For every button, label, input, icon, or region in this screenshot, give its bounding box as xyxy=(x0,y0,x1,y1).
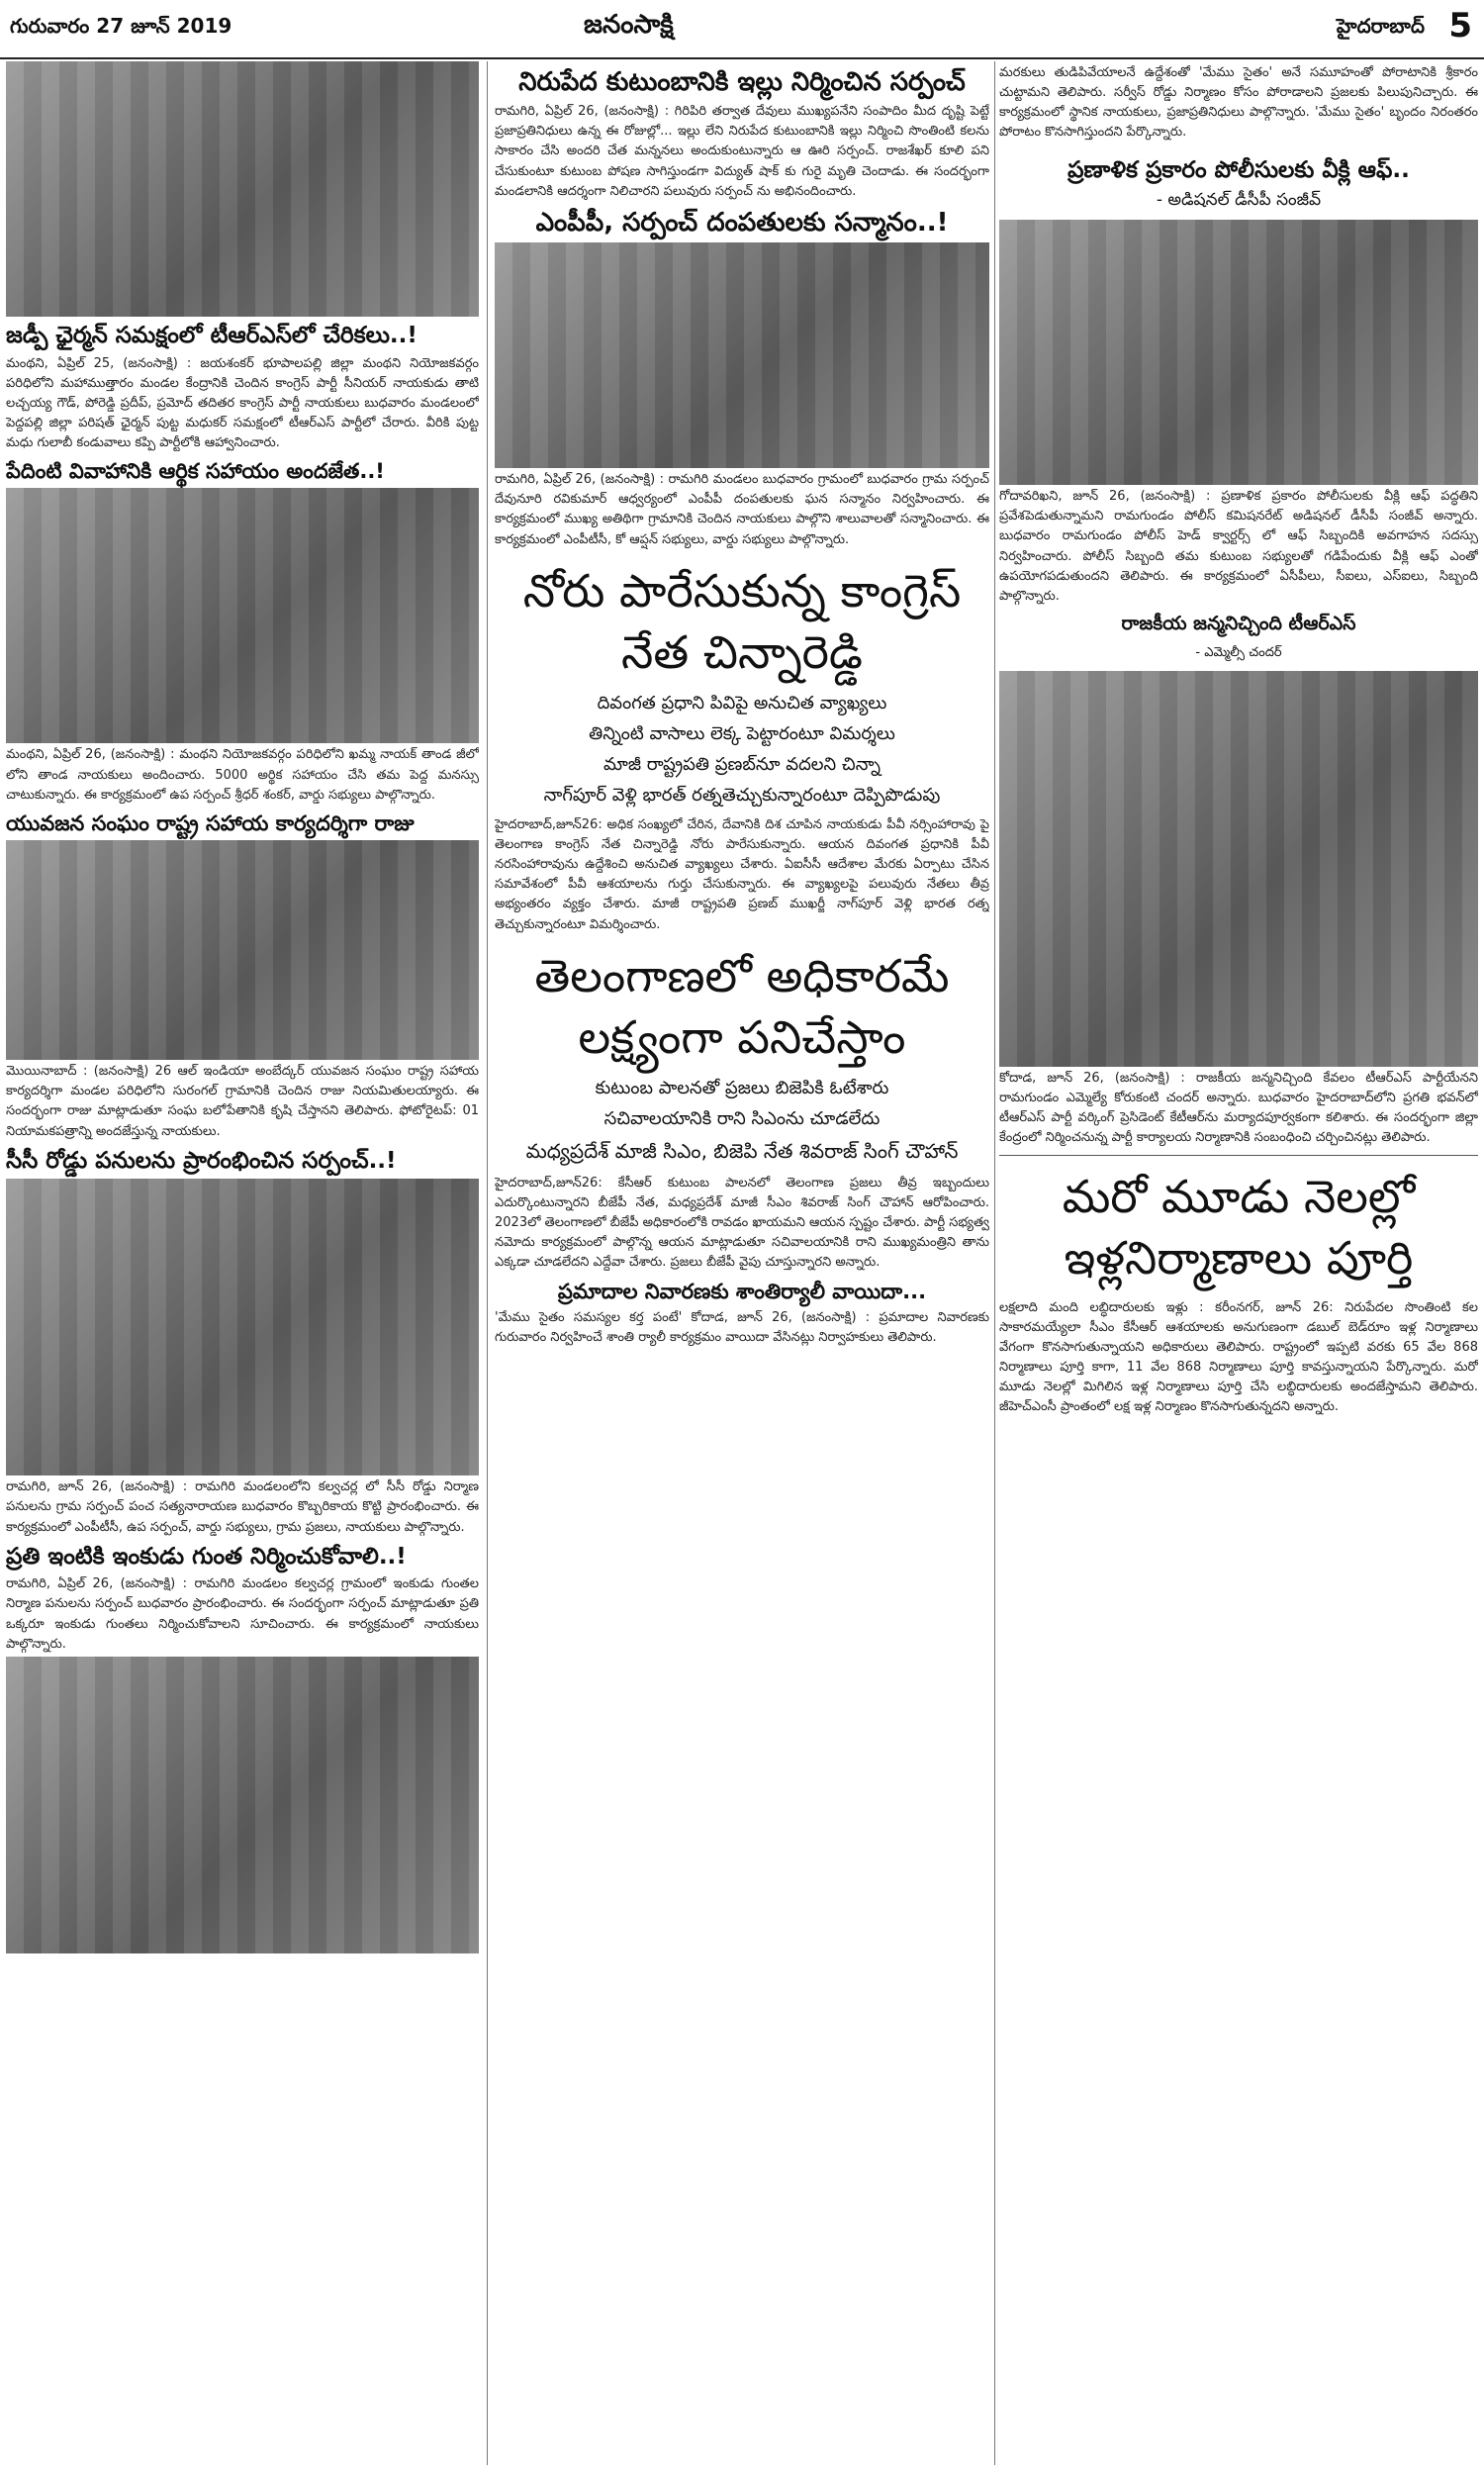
subhead: తిన్నింటి వాసాలు లెక్క పెట్టారంటూ విమర్శలు xyxy=(589,722,895,744)
article-body: గోదావరిఖని, జూన్ 26, (జనంసాక్షి) : ప్రణాళిక ప్రకారం పోలీసులకు వీక్లి ఆఫ్ పద్ధతిని ప్రవేశపెడుతున్నామని రామగుండం పోలీస్ కమిషనరేట్ అడిషనల్ డీసీపీ సంజీవ్ అన్నారు. బుధవారం రామగుండం పోలీస్ హెడ్ క్వార్టర్స్ లో ఆఫ్ సిబ్బందికి అవగాహన సదస్సు నిర్వహించారు. పోలీస్ సిబ్బంది తమ కుటుంబ సభ్యులతో గడిపేందుకు వీక్లి ఆఫ్ ఎంతో ఉపయోగపడుతుందని తెలిపారు. ఈ కార్యక్రమంలో ఏసీపీలు, సీఐలు, ఎస్ఐలు, సిబ్బంది పాల్గొన్నారు. xyxy=(999,489,1478,604)
masthead: జనంసాక్షి xyxy=(584,10,674,40)
article-body: హైదరాబాద్,జూన్26: అధిక సంఖ్యలో చేరిన, దేవానికి దిశ చూపిన నాయకుడు పీవీ నర్సింహారావు పై తెలంగాణ కాంగ్రెస్ నేత చిన్నారెడ్డి నోరు పారేసుకున్నారు. ఆయన దివంగత ప్రధానికి పీవీ నరసింహారావును ఉద్దేశించి అనుచిత వ్యాఖ్యలు చేశారు. ఏఐసీసీ ఆదేశాల మేరకు ఏర్పాటు చేసిన సమావేశంలో పీవీ ఆశయాలను గుర్తు చేసుకున్నారు. ఈ వ్యాఖ్యలపై పలువురు నేతలు తీవ్ర అభ్యంతరం వ్యక్తం చేశారు. మాజీ రాష్ట్రపతి ప్రణబ్ ముఖర్జీ నాగ్‌పూర్ వెళ్లి భారత రత్న తెచ్చుకున్నారంటూ విమర్శించారు. xyxy=(495,816,989,932)
article-body: 'మేము సైతం సమస్యల కర్త పంటే' కోదాడ, జూన్ 26, (జనంసాక్షి) : ప్రమాదాల నివారణకు గురువారం నిర్వహించే శాంతి ర్యాలీ కార్యక్రమం వాయిదా వేసినట్లు నిర్వాహకులు తెలిపారు. xyxy=(495,1309,989,1345)
headline-joining: జడ్పీ ఛైర్మన్ సమక్షంలో టీఆర్ఎస్‌లో చేరికలు..! xyxy=(6,323,417,348)
column-right xyxy=(999,61,1478,2465)
photo-youth-union xyxy=(6,840,479,1060)
column-divider xyxy=(994,61,995,2465)
subhead: సచివాలయానికి రాని సిఎంను చూడలేదు xyxy=(603,1107,881,1129)
headline-youth-union: యువజన సంఘం రాష్ట్ర సహాయ కార్యదర్శిగా రాజు xyxy=(6,810,415,835)
article-body: రామగిరి, ఏప్రిల్ 26, (జనంసాక్షి) : రామగిరి మండలం కల్వచర్ల గ్రామంలో ఇంకుడు గుంతల నిర్మాణ పనులను సర్పంచ్ బుధవారం ప్రారంభించారు. ఈ సందర్భంగా సర్పంచ్ మాట్లాడుతూ ప్రతి ఒక్కరూ ఇంకుడు గుంతలు నిర్మించుకోవాలని సూచించారు. ఈ కార్యక్రమంలో నాయకులు పాల్గొన్నారు. xyxy=(6,1576,479,1652)
article-body: హైదరాబాద్,జూన్26: కేసీఆర్ కుటుంబ పాలనలో తెలంగాణ ప్రజలు తీవ్ర ఇబ్బందులు ఎదుర్కొంటున్నారని బీజేపీ నేత, మధ్యప్రదేశ్ మాజీ సీఎం శివరాజ్ సింగ్ చౌహాన్ ఆరోపించారు. 2023లో తెలంగాణలో బీజేపీ అధికారంలోకి రావడం ఖాయమని ఆయన స్పష్టం చేశారు. పార్టీ సభ్యత్వ నమోదు కార్యక్రమంలో పాల్గొన్న ఆయన మాట్లాడుతూ సచివాలయానికి రాని ముఖ్యమంత్రిని తాను ఎక్కడా చూడలేదని ఎద్దేవా చేశారు. ప్రజలు బీజేపీ వైపు చూస్తున్నారని అన్నారు. xyxy=(495,1175,989,1271)
page-number: 5 xyxy=(1448,6,1472,46)
headline-marriage-aid: పేదింటి వివాహానికి ఆర్థిక సహాయం అందజేత..! xyxy=(6,459,385,484)
subhead: నాగ్‌పూర్ వెళ్లి భారత్ రత్నతెచ్చుకున్నారంటూ దెప్పిపొడుపు xyxy=(543,784,941,806)
byline: - అడిషనల్ డీసీపీ సంజీవ్ xyxy=(1156,190,1322,211)
article-body: కోదాడ, జూన్ 26, (జనంసాక్షి) : రాజకీయ జన్మనిచ్చింది కేవలం టీఆర్ఎస్ పార్టీయేనని రామగుండం ఎమ్మెల్యే కోరుకంటి చందర్ అన్నారు. బుధవారం హైదరాబాద్‌లోని ప్రగతి భవన్‌లో టీఆర్ఎస్ పార్టీ వర్కింగ్ ప్రెసిడెంట్ కేటీఆర్‌ను మర్యాదపూర్వకంగా కలిశారు. ఈ సందర్భంగా జిల్లా కేంద్రంలో నిర్మించనున్న పార్టీ కార్యాలయ నిర్మాణానికి సంబంధించి చర్చించినట్లు తెలిపారు. xyxy=(999,1071,1478,1146)
photo-felicitation xyxy=(495,242,989,468)
photo-cc-road xyxy=(6,1179,479,1475)
headline-cc-road: సీసీ రోడ్డు పనులను ప్రారంభించిన సర్పంచ్..! xyxy=(6,1147,397,1174)
article-body: మరకులు తుడిపివేయాలనే ఉద్దేశంతో 'మేము సైతం' అనే సమూహంతో పోరాటానికి శ్రీకారం చుట్టామని తెలిపారు. సర్వీస్ రోడ్డు నిర్మాణం కోసం పోరాడాలని ప్రజలకు పిలుపునిచ్చారు. ఈ కార్యక్రమంలో స్థానిక నాయకులు, ప్రజాప్రతినిధులు పాల్గొన్నారు. 'మేము సైతం' బృందం నిరంతరం పోరాటం కొనసాగిస్తుందని పేర్కొన్నారు. xyxy=(999,65,1478,141)
headline-chinnareddy: నోరు పారేసుకున్న కాంగ్రెస్ నేత చిన్నారెడ్డి xyxy=(522,563,962,679)
photo-police-meeting xyxy=(999,220,1478,485)
page-header xyxy=(0,0,1484,59)
byline: - ఎమ్మెల్సీ చందర్ xyxy=(1195,645,1282,660)
article-body: రామగిరి, జూన్ 26, (జనంసాక్షి) : రామగిరి మండలంలోని కల్వచర్ల లో సీసీ రోడ్డు నిర్మాణ పనులను గ్రామ సర్పంచ్ పంచ సత్యనారాయణ బుధవారం కొబ్బరికాయ కొట్టి ప్రారంభించారు. ఈ కార్యక్రమంలో ఎంపీటీసీ, ఉప సర్పంచ్, వార్డు సభ్యులు, గ్రామ ప్రజలు, నాయకులు పాల్గొన్నారు. xyxy=(6,1479,479,1535)
headline-housing: మరో మూడు నెలల్లో ఇళ్లనిర్మాణాలు పూర్తి xyxy=(1062,1169,1416,1285)
subhead: దివంగత ప్రధాని పివిపై అనుచిత వ్యాఖ్యలు xyxy=(597,692,887,714)
headline-felicitation: ఎంపీపీ, సర్పంచ్ దంపతులకు సన్మానం..! xyxy=(535,207,949,238)
photo-marriage-aid xyxy=(6,488,479,743)
photo-ktr-meeting xyxy=(999,671,1478,1067)
column-middle xyxy=(495,61,989,2465)
subhead: కుటుంబ పాలనతో ప్రజలు బిజెపికి ఓటేశారు xyxy=(595,1077,889,1098)
edition-city: హైదరాబాద్ xyxy=(1336,14,1425,38)
column-left xyxy=(6,61,479,2465)
divider xyxy=(999,1155,1478,1156)
article-body: మంథని, ఏప్రిల్ 25, (జనంసాక్షి) : జయశంకర్ భూపాలపల్లి జిల్లా మంథని నియోజకవర్గం పరిధిలోని మహాముత్తారం మండల కేంద్రానికి చెందిన కాంగ్రెస్ పార్టీ సీనియర్ నాయకుడు తాటి లచ్చయ్య గౌడ్, పోరెడ్డి ప్రదీప్, ప్రమోద్ తదితర కాంగ్రెస్ పార్టీ నాయకులు బుధవారం మండలంలో పెద్దపల్లి జిల్లా పరిషత్ ఛైర్మన్ పుట్ట మధుకర్ సమక్షంలో టీఆర్ఎస్ పార్టీలో చేరారు. వీరికి పుట్ట మధు గులాబీ కండువాలు కప్పి పార్టీలోకి ఆహ్వానించారు. xyxy=(6,355,479,451)
headline-bjp-telangana: తెలంగాణలో అధికారమే లక్ష్యంగా పనిచేస్తాం xyxy=(534,948,950,1064)
headline-soak-pit: ప్రతి ఇంటికి ఇంకుడు గుంత నిర్మించుకోవాలి..! xyxy=(6,1543,407,1570)
subhead: మాజీ రాష్ట్రపతి ప్రణబ్‌నూ వదలని చిన్నా xyxy=(603,753,881,775)
photo-soak-pit xyxy=(6,1657,479,1953)
issue-date: గురువారం 27 జూన్ 2019 xyxy=(10,14,232,38)
headline-weekly-off: ప్రణాళిక ప్రకారం పోలీసులకు వీక్లి ఆఫ్.. xyxy=(1067,156,1410,183)
column-divider xyxy=(487,61,488,2465)
photo-group-joining xyxy=(6,61,479,317)
article-body: మొయినాబాద్ : (జనంసాక్షి) 26 ఆల్ ఇండియా అంబేద్కర్ యువజన సంఘం రాష్ట్ర సహాయ కార్యదర్శిగా మండల పరిధిలోని సురంగల్ గ్రామానికి చెందిన రాజు నియమితులయ్యారు. ఈ సందర్భంగా రాజు మాట్లాడుతూ సంఘ బలోపేతానికి కృషి చేస్తానని తెలిపారు. ఫోటోరైటప్: 01 నియామకపత్రాన్ని అందజేస్తున్న నాయకులు. xyxy=(6,1064,479,1139)
article-body: మంథని, ఏప్రిల్ 26, (జనంసాక్షి) : మంథని నియోజకవర్గం పరిధిలోని ఖమ్మ నాయక్ తాండ జీలో లోని తాండ నాయకులు అందించారు. 5000 అర్థిక సహాయం చేసి తమ పెద్ద మనస్సు చాటుకున్నారు. ఈ కార్యక్రమంలో ఉప సర్పంచ్ శ్రీధర్ శంకర్, వార్డు సభ్యులు పాల్గొన్నారు. xyxy=(6,747,479,803)
subhead: మధ్యప్రదేశ్ మాజీ సిఎం, బిజెపి నేత శివరాజ్ సింగ్ చౌహాన్ xyxy=(525,1138,959,1163)
article-body: రామగిరి, ఏప్రిల్ 26, (జనంసాక్షి) : గిరిపిరి తర్వాత దేవులు ముఖ్యపనేని సంపాదిం మీద దృష్టి పెట్టే ప్రజాప్రతినిధులు ఉన్న ఈ రోజుల్లో... ఇల్లు లేని నిరుపేద కుటుంబానికి ఇల్లు నిర్మించి సొంతింటి కలను సాకారం చేసి అందరి చేత మన్ననలు అందుకుంటున్నారు ఆ ఊరి సర్పంచ్. రాజశేఖర్ కూలి పని చేసుకుంటూ కుటుంబ పోషణ సాగిస్తుండగా విద్యుత్ షాక్ కు గురై మృతి చెందాడు. ఈ సందర్భంగా మండలానికి ఆదర్శంగా నిలిచారని పలువురు సర్పంచ్ ను అభినందించారు. xyxy=(495,104,989,199)
headline-trs-birth: రాజకీయ జన్మనిచ్చింది టీఆర్ఎస్ xyxy=(1121,613,1356,634)
headline-peace-rally: ప్రమాదాల నివారణకు శాంతిర్యాలీ వాయిదా... xyxy=(557,1279,927,1303)
headline-house-built: నిరుపేద కుటుంబానికి ఇల్లు నిర్మించిన సర్పంచ్ xyxy=(518,67,966,97)
article-body: రామగిరి, ఏప్రిల్ 26, (జనంసాక్షి) : రామగిరి మండలం బుధవారం గ్రామంలో బుధవారం గ్రామ సర్పంచ్ దేవునూరి రవికుమార్ ఆధ్వర్యంలో ఎంపీపీ దంపతులకు ఘన సన్మానం నిర్వహించారు. ఈ కార్యక్రమంలో ముఖ్య అతిథిగా గ్రామానికి చెందిన నాయకులు పాల్గొని శాలువాలతో సన్మానించారు. ఈ కార్యక్రమంలో ఎంపీటీసీ, కో ఆప్షన్ సభ్యులు, వార్డు సభ్యులు పాల్గొన్నారు. xyxy=(495,472,989,547)
article-body: లక్షలాది మంది లబ్ధిదారులకు ఇళ్లు : కరీంనగర్, జూన్ 26: నిరుపేదల సొంతింటి కల సాకారమయ్యేలా సీఎం కేసీఆర్ ఆశయాలకు అనుగుణంగా డబుల్ బెడ్‌రూం ఇళ్ల నిర్మాణాలు వేగంగా కొనసాగుతున్నాయని అధికారులు తెలిపారు. రాష్ట్రంలో ఇప్పటి వరకు 65 వేల 868 నిర్మాణాలు పూర్తి కాగా, 11 వేల 868 నిర్మాణాలు పూర్తి కావస్తున్నాయని పేర్కొన్నారు. మరో మూడు నెలల్లో మిగిలిన ఇళ్ల నిర్మాణాలు పూర్తి చేసి లబ్ధిదారులకు అందజేస్తామని తెలిపారు. జీహెచ్ఎంసీ ప్రాంతంలో లక్ష ఇళ్ల నిర్మాణం కొనసాగుతున్నదని అన్నారు. xyxy=(999,1299,1478,1415)
